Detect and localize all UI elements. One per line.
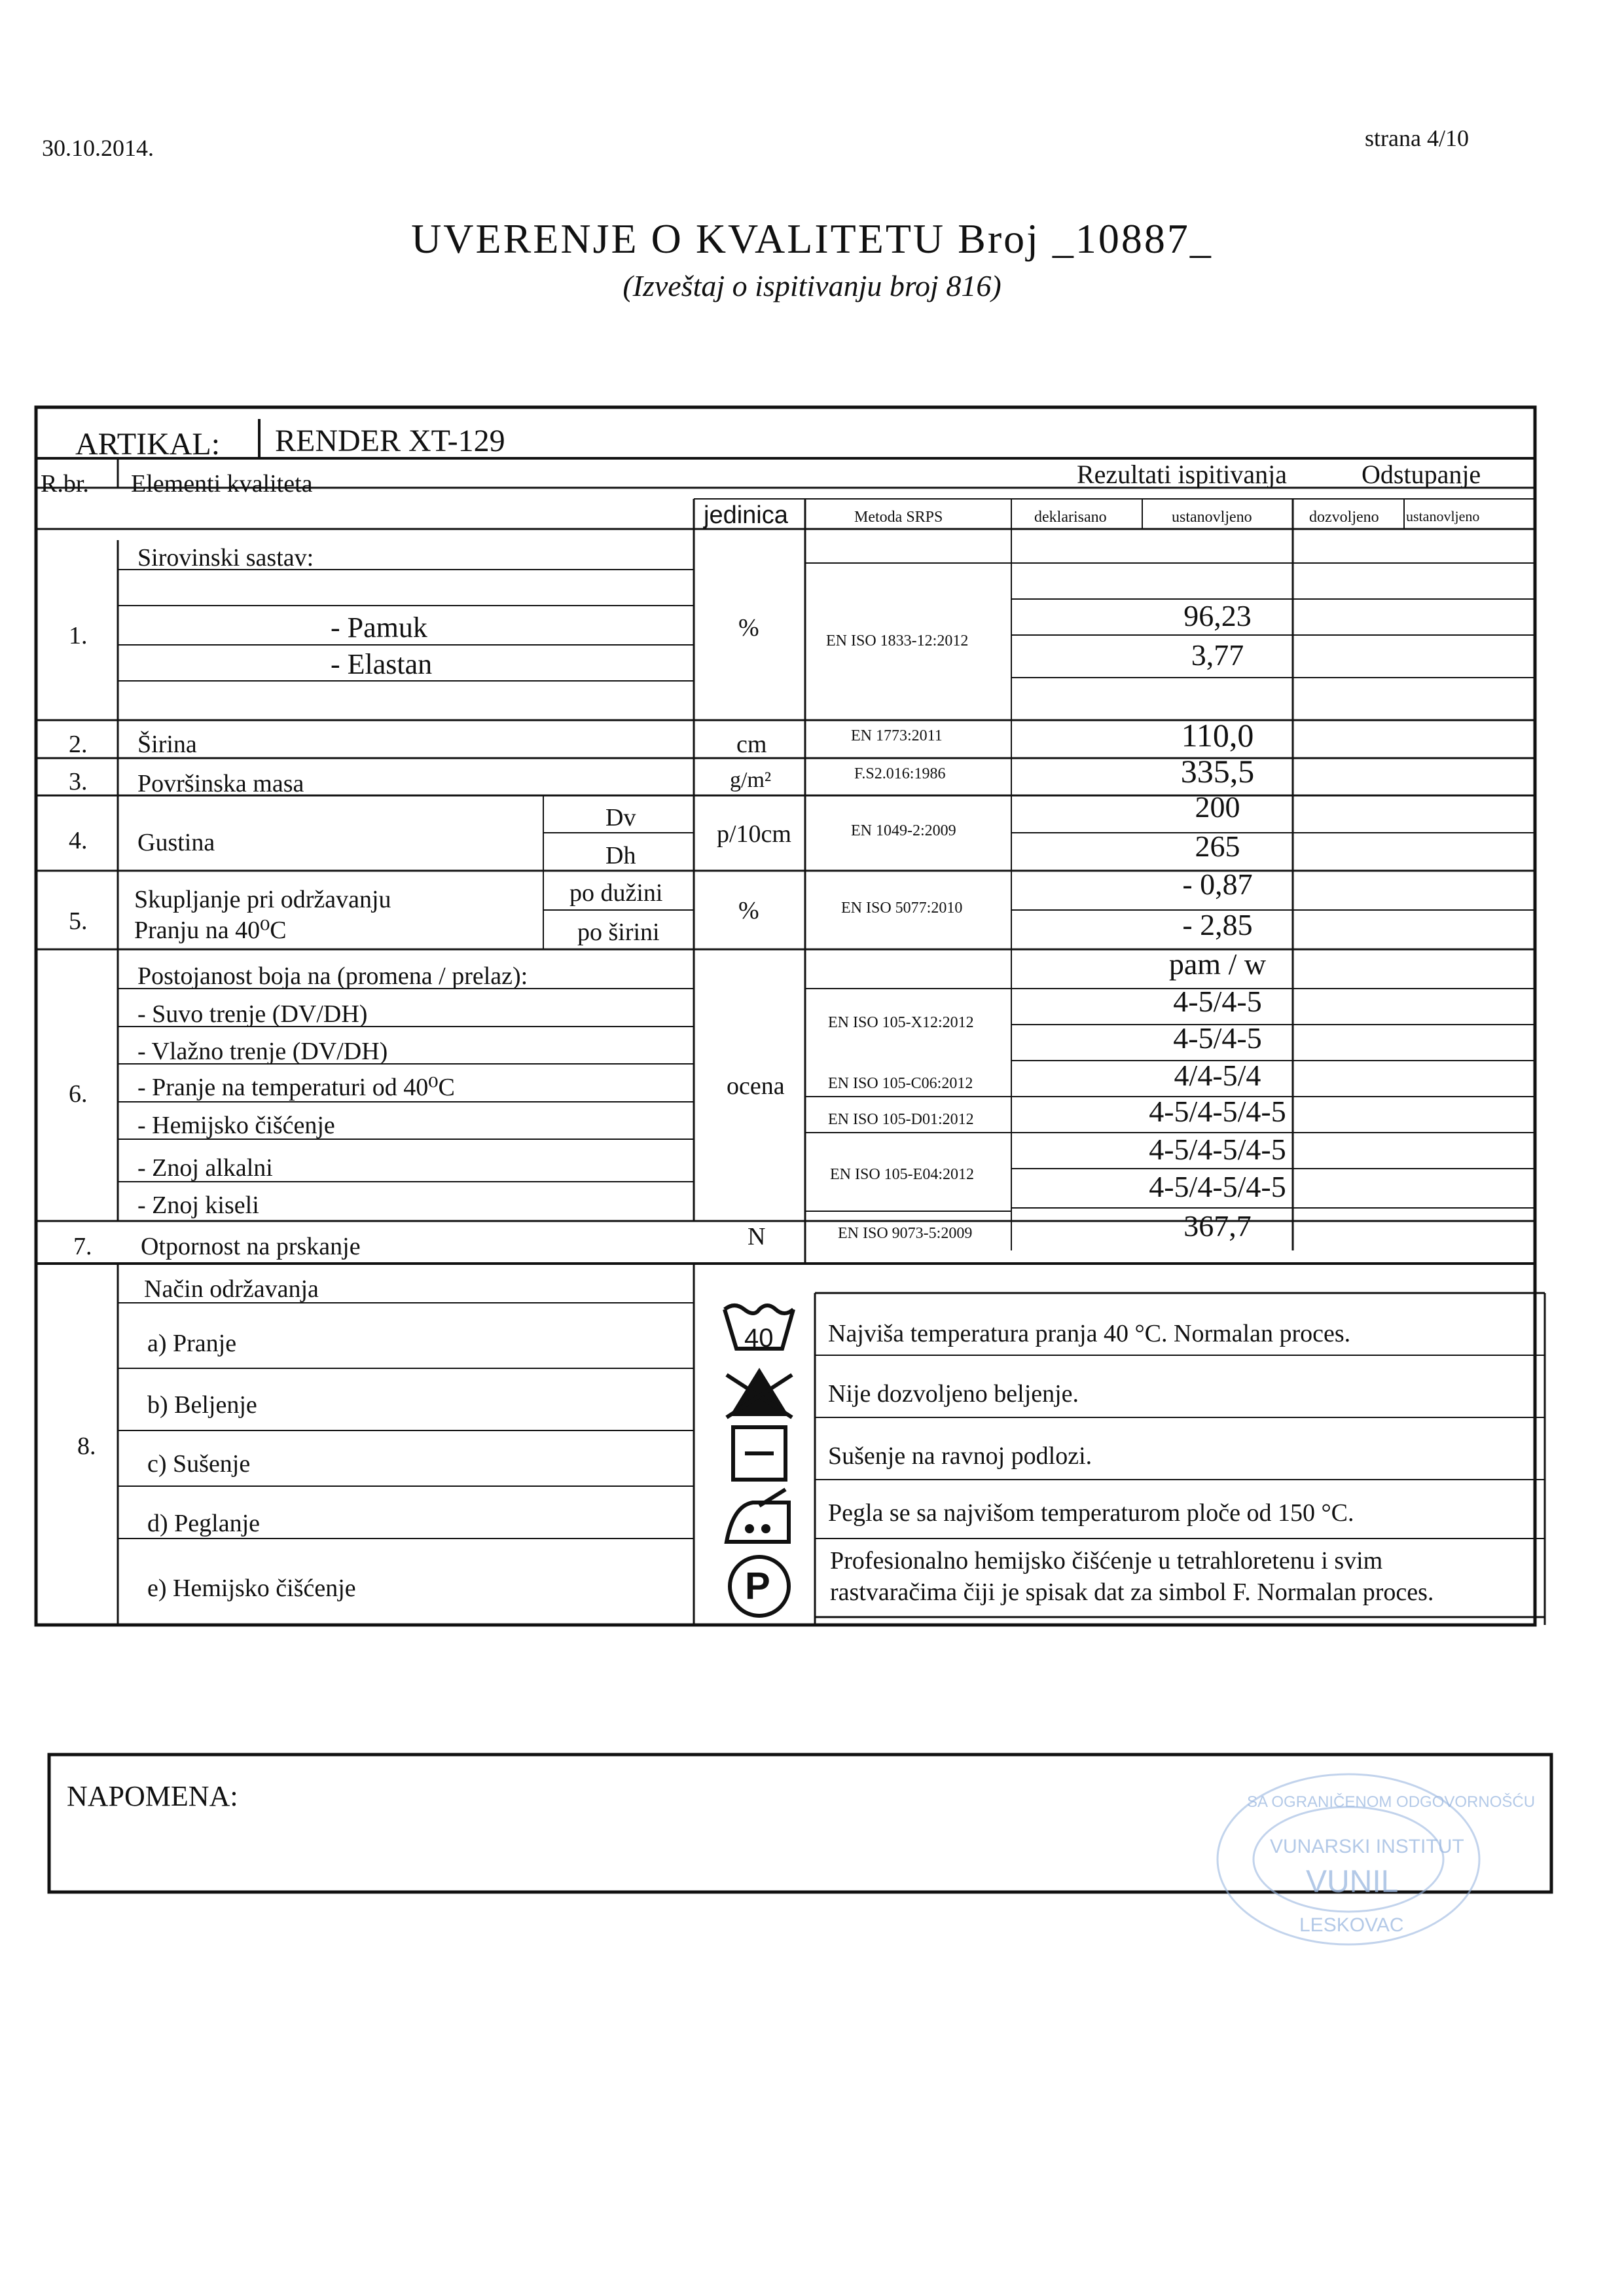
row2-method: EN 1773:2011 — [851, 727, 943, 744]
row7-method: EN ISO 9073-5:2009 — [838, 1225, 973, 1242]
col-deklarisano: deklarisano — [1034, 509, 1107, 526]
row1-title: Sirovinski sastav: — [137, 544, 314, 572]
row6-item5-val: 4-5/4-5/4-5 — [1149, 1133, 1286, 1166]
row4-sub1: Dv — [605, 804, 636, 831]
row5-unit: % — [738, 897, 759, 924]
row3-number: 3. — [69, 768, 88, 795]
no-bleach-icon — [727, 1372, 792, 1417]
row6-item1-label: - Suvo trenje (DV/DH) — [137, 1000, 368, 1028]
wash-temp-label: 40 — [744, 1324, 774, 1353]
row6-title: Postojanost boja na (promena / prelaz): — [137, 962, 528, 990]
row2-label: Širina — [137, 731, 197, 758]
row6-unit: ocena — [727, 1072, 785, 1100]
row8-title: Način održavanja — [144, 1275, 319, 1303]
stamp-line2: VUNARSKI INSTITUT — [1270, 1836, 1464, 1857]
row6-legend: pam / w — [1168, 947, 1267, 981]
row7-val: 367,7 — [1183, 1209, 1252, 1243]
row1-method: EN ISO 1833-12:2012 — [826, 632, 969, 649]
row8-item5-text2: rastvaračima čiji je spisak dat za simbol F. Normalan proces. — [830, 1578, 1434, 1606]
row7-number: 7. — [73, 1233, 92, 1260]
row8-item2-text: Nije dozvoljeno beljenje. — [828, 1380, 1079, 1408]
row5-sub2: po širini — [577, 919, 660, 946]
col-jedinica: jedinica — [704, 501, 788, 529]
artikal-value: RENDER XT-129 — [275, 424, 505, 458]
row8-item3-label: c) Sušenje — [147, 1450, 251, 1478]
row8-item4-label: d) Peglanje — [147, 1510, 261, 1537]
row1-item1: - Pamuk — [331, 611, 427, 644]
col-dozvoljeno: dozvoljeno — [1309, 509, 1379, 526]
row8-item2-label: b) Beljenje — [147, 1391, 257, 1419]
document-subtitle: (Izveštaj o ispitivanju broj 816) — [623, 269, 1001, 302]
row6-method3: EN ISO 105-D01:2012 — [828, 1111, 974, 1128]
row6-item2-val: 4-5/4-5 — [1173, 1021, 1262, 1055]
row3-method: F.S2.016:1986 — [854, 765, 946, 782]
col-elementi: Elementi kvaliteta — [131, 470, 313, 498]
row8-item1-text: Najviša temperatura pranja 40 °C. Normalan proces. — [828, 1320, 1351, 1347]
iron-two-dots-icon — [727, 1489, 789, 1542]
row6-item4-label: - Hemijsko čišćenje — [137, 1112, 335, 1139]
row7-label: Otpornost na prskanje — [141, 1233, 361, 1260]
stamp-line3: VUNIL — [1306, 1865, 1399, 1899]
document-title: UVERENJE O KVALITETU Broj _10887_ — [411, 215, 1213, 262]
row1-val2: 3,77 — [1191, 638, 1244, 672]
row5-method: EN ISO 5077:2010 — [841, 900, 963, 917]
row3-val: 335,5 — [1180, 753, 1255, 790]
row4-sub2: Dh — [605, 842, 636, 869]
row5-val2: - 2,85 — [1182, 908, 1253, 941]
row6-number: 6. — [69, 1080, 88, 1108]
row5-label2: Pranju na 40⁰C — [134, 917, 287, 944]
row2-unit: cm — [736, 731, 767, 758]
napomena-label: NAPOMENA: — [67, 1780, 238, 1812]
row8-item1-label: a) Pranje — [147, 1330, 237, 1357]
page-number: strana 4/10 — [1365, 125, 1469, 151]
row7-unit: N — [748, 1223, 766, 1250]
document-date: 30.10.2014. — [42, 135, 154, 161]
row5-val1: - 0,87 — [1182, 867, 1253, 901]
row6-item6-label: - Znoj kiseli — [137, 1192, 259, 1219]
row6-method2: EN ISO 105-C06:2012 — [828, 1075, 973, 1092]
row8-item5-text1: Profesionalno hemijsko čišćenje u tetrahloretenu i svim — [830, 1547, 1383, 1575]
dry-flat-icon — [733, 1427, 785, 1480]
row8-item3-text: Sušenje na ravnoj podlozi. — [828, 1442, 1092, 1470]
row8-item5-label: e) Hemijsko čišćenje — [147, 1575, 356, 1602]
row6-method4: EN ISO 105-E04:2012 — [830, 1166, 974, 1183]
dryclean-letter: P — [745, 1565, 770, 1607]
row1-number: 1. — [69, 622, 88, 649]
row5-label1: Skupljanje pri održavanju — [134, 886, 391, 913]
row4-label: Gustina — [137, 829, 215, 856]
col-rbr: R.br. — [41, 470, 89, 498]
row8-number: 8. — [77, 1432, 96, 1460]
row6-item5-label: - Znoj alkalni — [137, 1154, 273, 1182]
row2-number: 2. — [69, 731, 88, 758]
row2-val: 110,0 — [1181, 717, 1254, 754]
row5-number: 5. — [69, 907, 88, 935]
col-rezultati: Rezultati ispitivanja — [1077, 460, 1288, 489]
col-metoda: Metoda SRPS — [854, 509, 943, 526]
row5-sub1: po dužini — [569, 879, 663, 907]
row6-item1-val: 4-5/4-5 — [1173, 985, 1262, 1018]
row6-method1: EN ISO 105-X12:2012 — [828, 1014, 974, 1031]
stamp-line1: SA OGRANIČENOM ODGOVORNOŠĆU — [1247, 1793, 1536, 1811]
row1-item2: - Elastan — [331, 648, 433, 680]
row8-item4-text: Pegla se sa najvišom temperaturom ploče od 150 °C. — [828, 1499, 1354, 1527]
row6-item3-val: 4/4-5/4 — [1174, 1059, 1261, 1092]
stamp-line4: LESKOVAC — [1299, 1914, 1404, 1936]
artikal-label: ARTIKAL: — [75, 427, 221, 462]
row4-val1: 200 — [1195, 790, 1240, 824]
row6-item2-label: - Vlažno trenje (DV/DH) — [137, 1038, 388, 1065]
row6-item4-val: 4-5/4-5/4-5 — [1149, 1095, 1286, 1128]
col-odstupanje: Odstupanje — [1362, 460, 1481, 489]
row4-unit: p/10cm — [717, 820, 791, 848]
row4-val2: 265 — [1195, 829, 1240, 863]
row6-item6-val: 4-5/4-5/4-5 — [1149, 1170, 1286, 1203]
col-ustanovljeno: ustanovljeno — [1172, 509, 1252, 526]
row1-val1: 96,23 — [1183, 599, 1252, 632]
row6-item3-label: - Pranje na temperaturi od 40⁰C — [137, 1074, 455, 1101]
row3-label: Površinska masa — [137, 770, 304, 797]
row1-unit: % — [738, 614, 759, 642]
row4-method: EN 1049-2:2009 — [851, 822, 956, 839]
row3-unit: g/m² — [730, 768, 772, 792]
row4-number: 4. — [69, 827, 88, 854]
col-ustanovljeno2: ustanovljeno — [1406, 508, 1480, 524]
